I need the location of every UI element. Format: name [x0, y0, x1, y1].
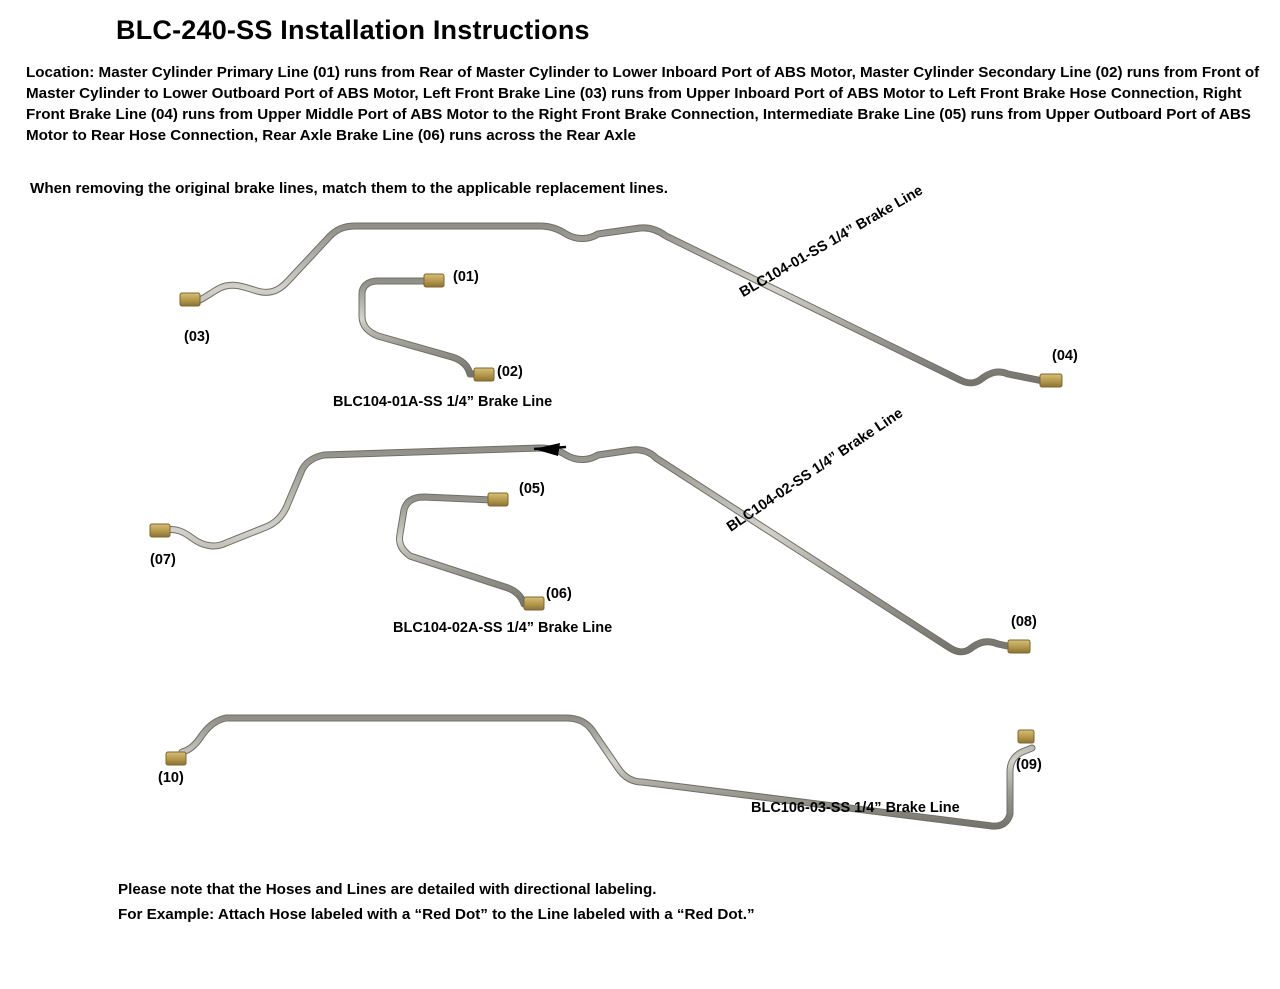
part-label-blc104-01: BLC104-01-SS 1/4” Brake Line [737, 182, 926, 301]
endpoint-label-08: (08) [1011, 614, 1037, 630]
footer-notes [118, 877, 755, 927]
endpoint-label-02: (02) [497, 364, 523, 380]
footer-line-1: Please note that the Hoses and Lines are detailed with directional labeling. [118, 881, 657, 898]
matching-note: When removing the original brake lines, match them to the applicable replacement lines. [30, 180, 669, 197]
part-label-blc104-02: BLC104-02-SS 1/4” Brake Line [724, 405, 906, 536]
endpoint-label-10: (10) [158, 770, 184, 786]
endpoint-label-04: (04) [1052, 348, 1078, 364]
endpoint-label-09: (09) [1016, 757, 1042, 773]
brake-line-blc104-01a [362, 274, 494, 381]
endpoint-label-06: (06) [546, 586, 572, 602]
location-paragraph: Location: Master Cylinder Primary Line (01) runs from Rear of Master Cylinder to Lower Inboard Port of ABS Motor, Master Cylinder Secondary Line (02) runs from Front of Master Cylinder to Lower Outboard Port of ABS Motor, Left Front Brake Line (03) runs from Upper Inboard Port of ABS Motor to Left Front Brake Hose Connection, Right Front Brake Line (04) runs from Upper Middle Port of ABS Motor to the Right Front Brake Connection, Intermediate Brake Line (05) runs from Upper Outboard Port of ABS Motor to Rear Hose Connection, Rear Axle Brake Line (06) runs across the Rear Axle [26, 64, 1260, 144]
page-title: BLC-240-SS Installation Instructions [116, 15, 590, 45]
brake-line-blc104-02a [399, 493, 544, 610]
endpoint-label-03: (03) [184, 329, 210, 345]
part-label-blc104-02a: BLC104-02A-SS 1/4” Brake Line [393, 620, 613, 636]
endpoint-label-01: (01) [453, 269, 479, 285]
endpoint-label-07: (07) [150, 552, 176, 568]
part-label-blc104-01a: BLC104-01A-SS 1/4” Brake Line [333, 394, 553, 410]
footer-line-2: For Example: Attach Hose labeled with a “Red Dot” to the Line labeled with a “Red Dot.” [118, 906, 755, 923]
brake-line-blc104-01 [180, 226, 1062, 387]
endpoint-label-05: (05) [519, 481, 545, 497]
part-label-blc106-03: BLC106-03-SS 1/4” Brake Line [751, 800, 960, 816]
